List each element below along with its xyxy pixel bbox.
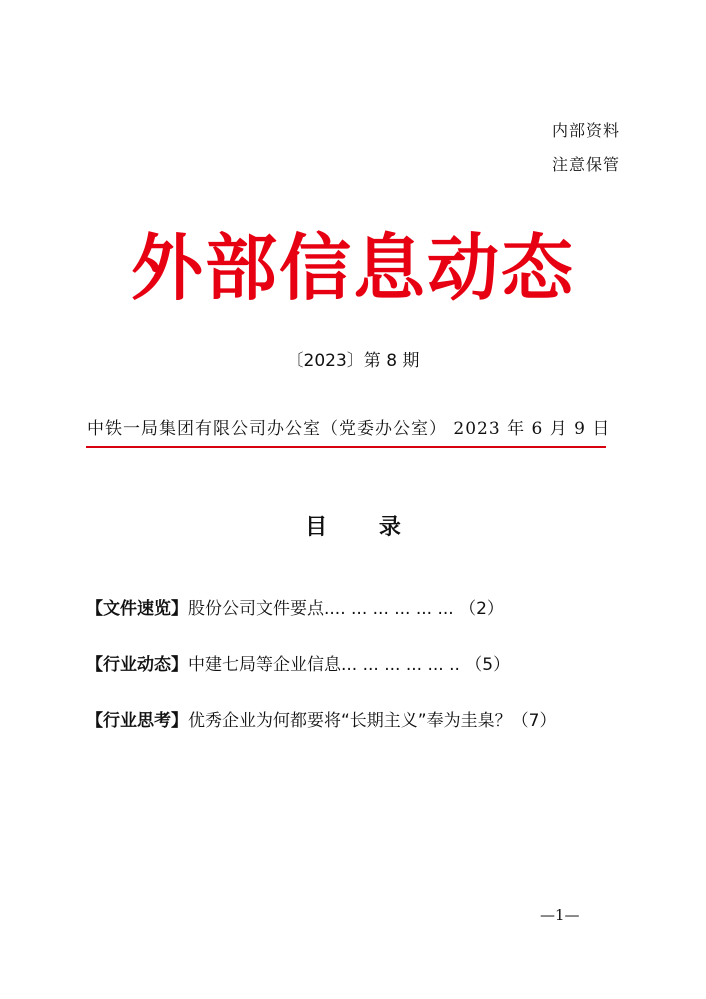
toc-list	[86, 594, 626, 762]
toc-item-text: 股份公司文件要点.... ... ... ... ... ...	[188, 599, 460, 619]
issue-number: 〔2023〕第 8 期	[286, 351, 420, 371]
classification-keep-safe: 注意保管	[551, 155, 620, 174]
toc-item-text: 中建七局等企业信息... ... ... ... ... ..	[188, 655, 466, 675]
toc-item-category: 【行业思考】	[86, 711, 188, 731]
classification-internal: 内部资料	[551, 121, 620, 140]
toc-item-category: 【行业动态】	[86, 655, 188, 675]
toc-item-text: 优秀企业为何都要将“长期主义”奉为圭臬？	[188, 711, 512, 731]
toc-title: 目 录	[305, 515, 423, 540]
red-divider-rule	[86, 446, 606, 448]
toc-item[interactable]	[86, 594, 626, 624]
toc-item-page: （7）	[511, 711, 557, 731]
issuer-date-line: 中铁一局集团有限公司办公室（党委办公室） 2023 年 6 月 9 日	[87, 419, 611, 439]
toc-item-page: （2）	[459, 599, 504, 619]
masthead-title: 外部信息动态	[130, 226, 575, 310]
toc-item-category: 【文件速览】	[86, 599, 188, 619]
page-number: —1—	[540, 906, 580, 924]
toc-item[interactable]	[86, 650, 626, 680]
toc-item-page: （5）	[465, 655, 511, 675]
toc-item[interactable]	[86, 706, 626, 736]
